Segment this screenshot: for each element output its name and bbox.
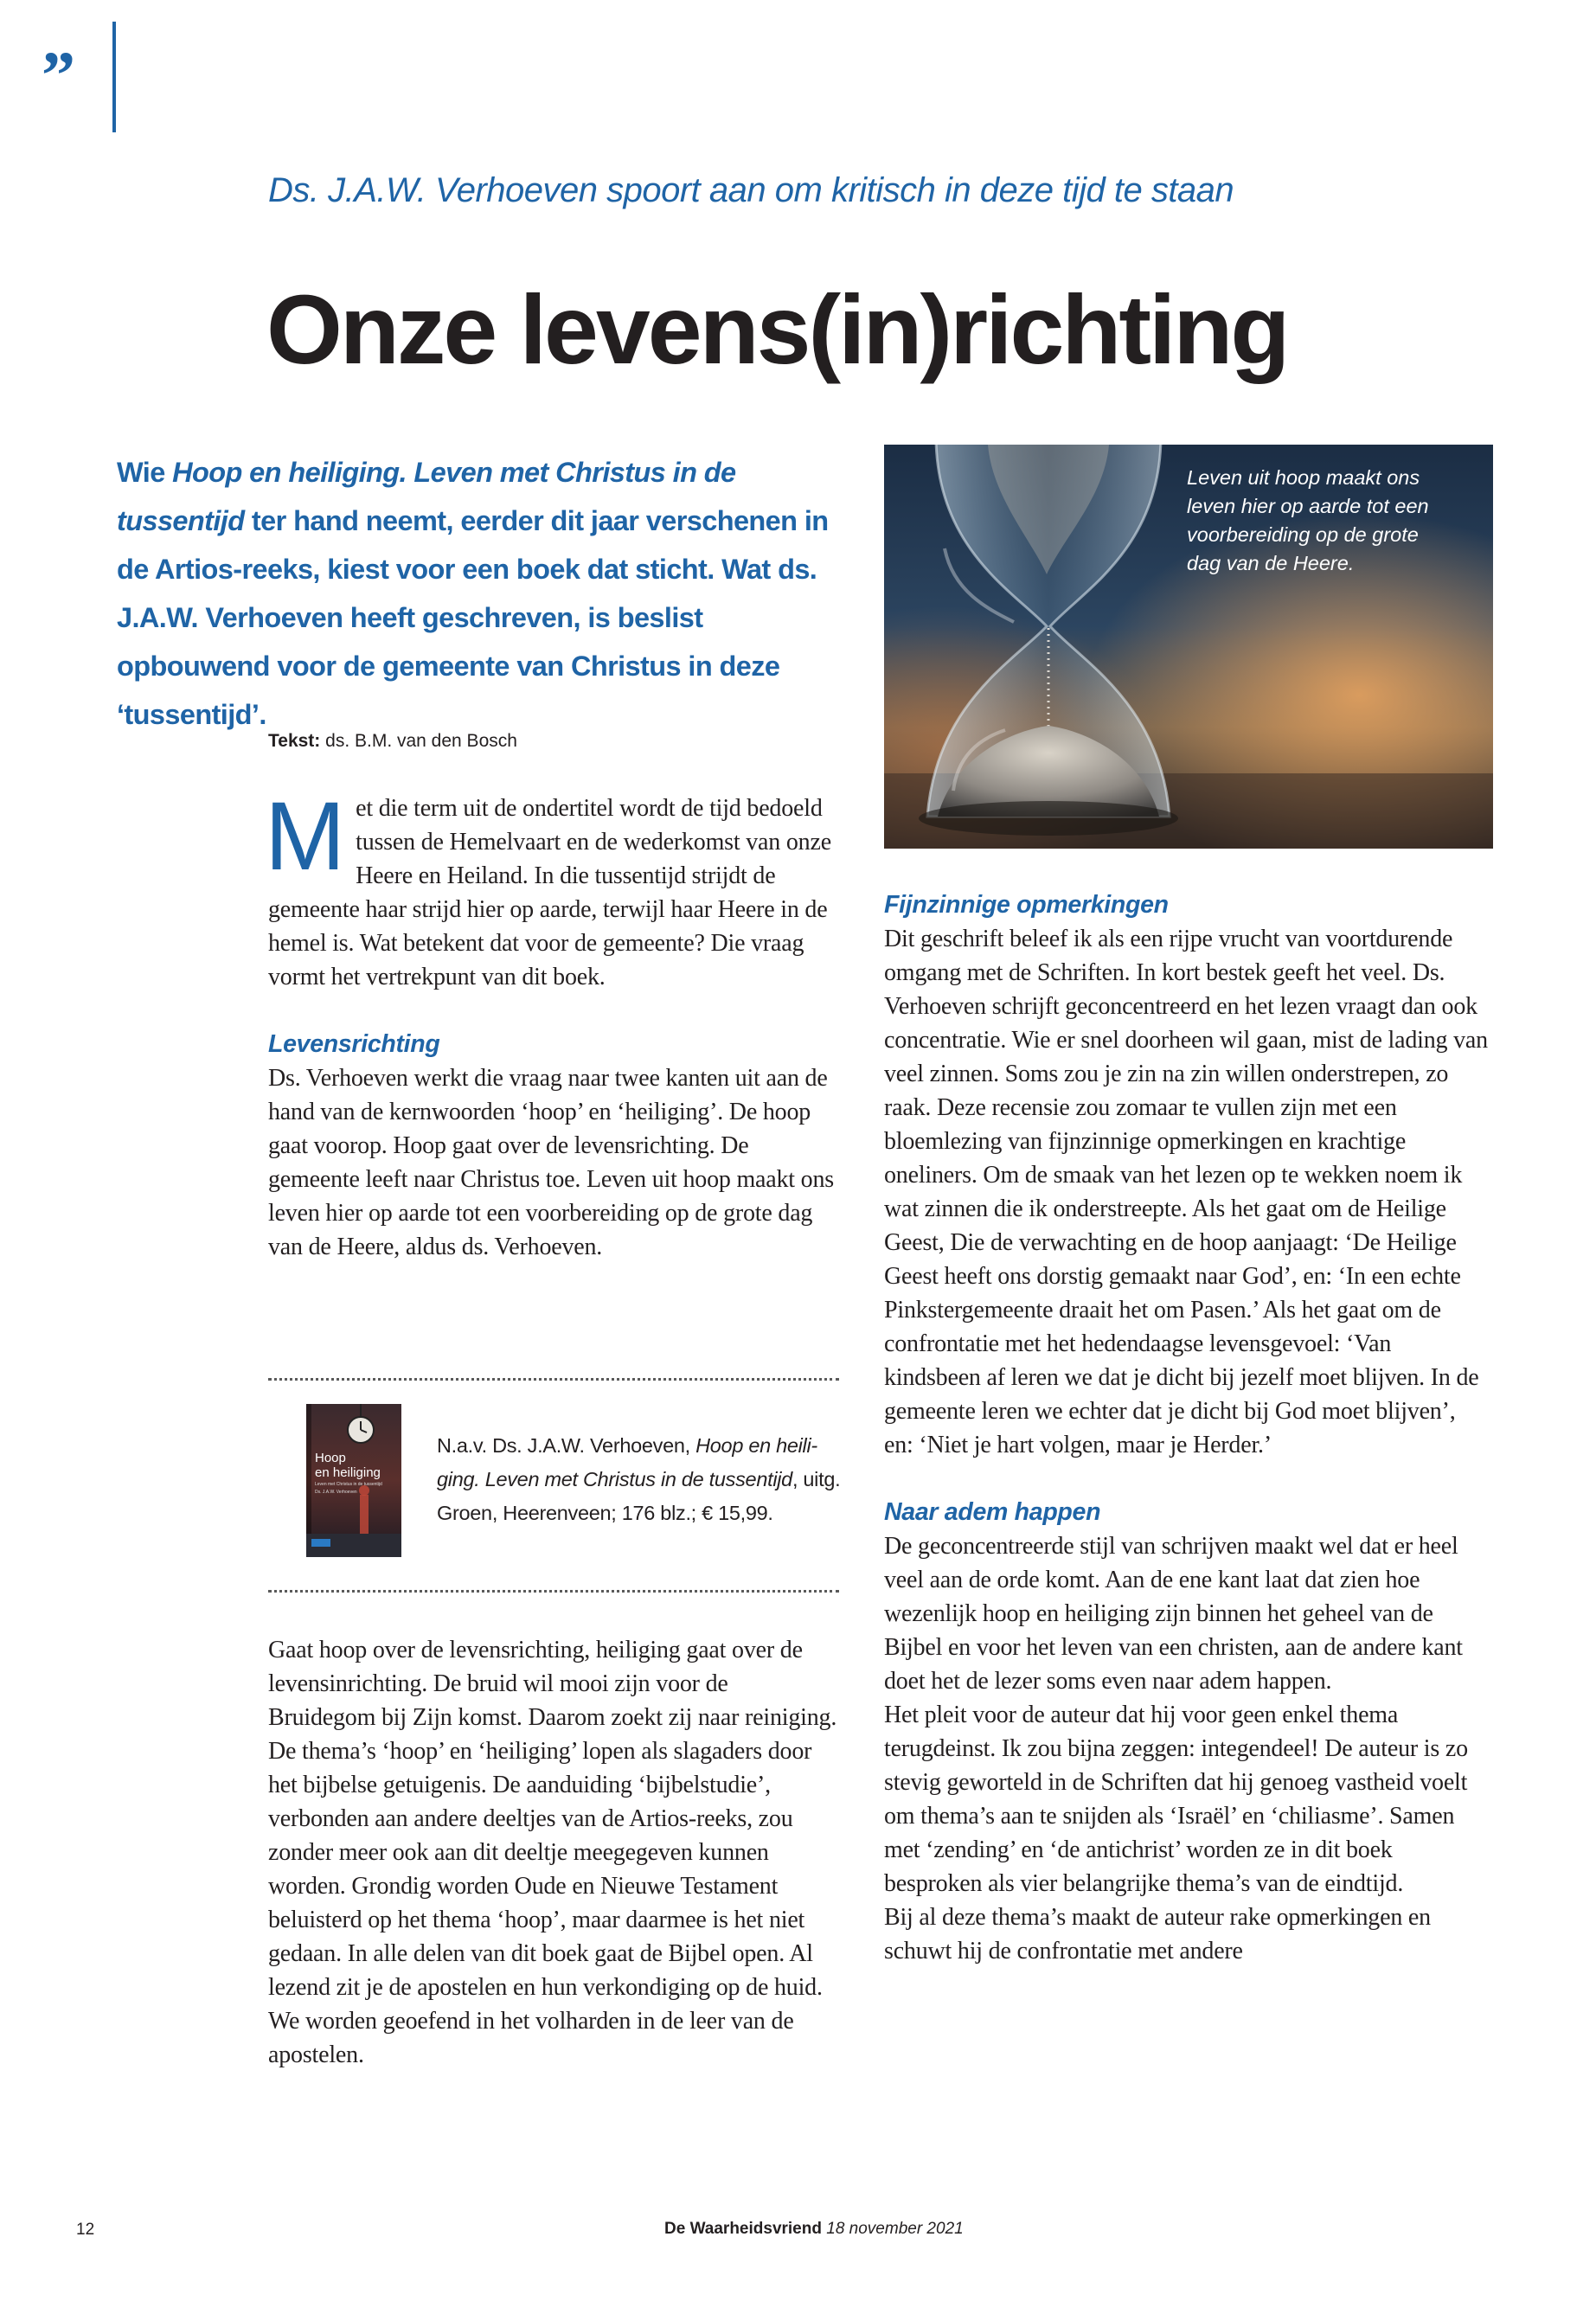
article-title: Onze levens(in)richting	[266, 275, 1288, 384]
divider-dotted-top	[268, 1378, 839, 1381]
subhead-levensrichting: Levensrichting	[268, 1030, 440, 1058]
paragraph-levensrichting: Ds. Verhoeven werkt die vraag naar twee kanten uit aan de hand van de kernwoorden ‘hoop’ en ‘heiliging’. De hoop gaat voorop. Hoop gaat over de levensrichting. De gemeente leeft naar Christus toe. Leven uit hoop maakt ons leven hier op aarde tot een voorbereiding op de grote dag van de Heere, aldus ds. Verhoeven.	[268, 1065, 834, 1260]
book-ref-prefix: N.a.v. Ds. J.A.W. Verhoeven,	[437, 1434, 696, 1457]
book-ref-title: Hoop en heiliging. Leven met Christus in de tussentijd	[437, 1434, 818, 1490]
byline	[268, 731, 517, 752]
right-column	[884, 888, 1490, 1968]
drop-cap: M	[265, 782, 346, 890]
book-cover-author: Ds. J.A.W. Verhoeven	[315, 1490, 357, 1495]
paragraph-themas: De thema’s ‘hoop’ en ‘heiliging’ lopen als slagaders door het bijbelse getuigenis. De aanduiding ‘bijbelstudie’, verbonden aan andere deeltjes van de Artios-reeks, zou zonder meer ook aan dit deeltje meegegeven kunnen worden. Grondig worden Oude en Nieuwe Testament beluisterd op het thema ‘hoop’, maar daarmee is het niet gedaan. In alle delen van dit boek gaat de Bijbel open. Al lezend zit je de apostelen en hun verkondiging op de huid. We worden geoefend in het volharden in de leer van de apostelen.	[268, 1738, 823, 2068]
article-intro	[117, 448, 861, 739]
intro-text-2: ter hand neemt, eerder dit jaar verschenen in de Artios-reeks, kiest voor een boek dat sticht. Wat ds. J.A.W. Verhoeven heeft geschreven, is beslist opbouwend voor de gemeente van Christus in deze ‘tussentijd’.	[117, 505, 829, 730]
paragraph-fijnzinnig: Dit geschrift beleef ik als een rijpe vrucht van voortdurende omgang met de Schriften. In kort bestek geeft het veel. Ds. Verhoeven schrijft geconcentreerd en het lezen vraagt dan ook concentratie. Wie er snel doorheen wil gaan, mist de lading van veel zinnen. Soms zou je zin na zin willen onderstrepen, zo raak. Deze recensie zou zomaar te vullen zijn met een bloemlezing van fijnzinnige opmerkingen en krachtige oneliners. Om de smaak van het lezen op te wekken noem ik wat zinnen die ik onderstreepte. Als het gaat om de Heilige Geest, Die de verwachting en de hoop aanjaagt: ‘De Heilige Geest heeft ons dorstig gemaakt naar God’, en: ‘In een echte Pinkstergemeente draait het om Pasen.’ Als het gaat om de confrontatie met het hedendaagse levensgevoel: ‘Van kindsbeen af leren we dat je dicht bij jezelf moet blijven. In de gemeente leren we echter dat je dicht bij God moet blijven’, en: ‘Niet je hart volgen, maar je Herder.’	[884, 926, 1488, 1458]
book-cover-title-2: en heiliging	[315, 1465, 381, 1480]
photo-caption: Leven uit hoop maakt ons leven hier op aarde tot een voorbereiding op de grote dag van de Heere.	[1187, 466, 1429, 574]
paragraph-levensinrichting: Gaat hoop over de levensrichting, heiliging gaat over de levensinrichting. De bruid wil mooi zijn voor de Bruidegom bij Zijn komst. Daarom zoekt zij naar reiniging.	[268, 1637, 837, 1731]
left-column-bottom	[268, 1633, 839, 2072]
intro-text-1: Wie	[117, 457, 173, 488]
issue-date: 18 november 2021	[826, 2220, 964, 2238]
opening-text: et die term uit de ondertitel wordt de tijd bedoeld tussen de Hemelvaart en de wederkomst van onze Heere en Heiland. In die tussentijd strijdt de gemeente haar strijd hier op aarde, terwijl haar Heere in de hemel is. Wat betekent dat voor de gemeente? Die vraag vormt het vertrekpunt van dit boek.	[268, 795, 831, 990]
left-column-top	[265, 782, 839, 1264]
divider-dotted-bottom	[268, 1590, 839, 1593]
paragraph-themas-eindtijd: Bij al deze thema’s maakt de auteur rake opmerkingen en schuwt hij de confrontatie met andere	[884, 1904, 1431, 1965]
book-cover-illustration	[306, 1404, 401, 1557]
byline-label: Tekst:	[268, 731, 321, 751]
article-kicker: Ds. J.A.W. Verhoeven spoort aan om kritisch in deze tijd te staan	[268, 171, 1234, 209]
subhead-fijnzinnige-opmerkingen: Fijnzinnige opmerkingen	[884, 891, 1169, 919]
byline-author: ds. B.M. van den Bosch	[325, 731, 517, 751]
paragraph-pleit: Het pleit voor de auteur dat hij voor geen enkel thema terugdeinst. Ik zou bijna zeggen: integendeel! De auteur is zo stevig geworteld in de Schriften dat hij genoeg vastheid voelt om thema’s aan te snijden als ‘Israël’ en ‘chiliasme’. Samen met ‘zending’ en ‘de antichrist’ worden ze in dit boek besproken als vier belangrijke thema’s van de eindtijd.	[884, 1702, 1468, 1897]
book-cover	[306, 1404, 401, 1557]
opening-paragraph	[265, 782, 839, 994]
footer-magazine	[664, 2220, 964, 2239]
book-cover-title-1: Hoop	[315, 1451, 346, 1465]
subhead-naar-adem-happen: Naar adem happen	[884, 1498, 1101, 1526]
book-cover-subtitle: Leven met Christus in de tussentijd	[315, 1482, 382, 1487]
book-ref-suffix: , uitg. Groen, Heerenveen; 176 blz.; € 15,99.	[437, 1468, 841, 1524]
book-reference	[437, 1429, 843, 1530]
paragraph-stijl: De geconcentreerde stijl van schrijven maakt wel dat er heel veel aan de orde komt. Aan de ene kant laat dat zien hoe wezenlijk hoop en heiliging zijn binnen het geheel van de Bijbel en voor het leven van een christen, aan de andere kant doet het de lezer soms even naar adem happen.	[884, 1533, 1463, 1695]
quote-mark-icon: ”	[42, 37, 75, 112]
page-number: 12	[76, 2221, 95, 2239]
magazine-name: De Waarheidsvriend	[664, 2220, 822, 2238]
header-rule	[112, 22, 116, 132]
intro-book-title: Hoop en heiliging. Leven met Christus in de tussentijd	[117, 457, 736, 536]
